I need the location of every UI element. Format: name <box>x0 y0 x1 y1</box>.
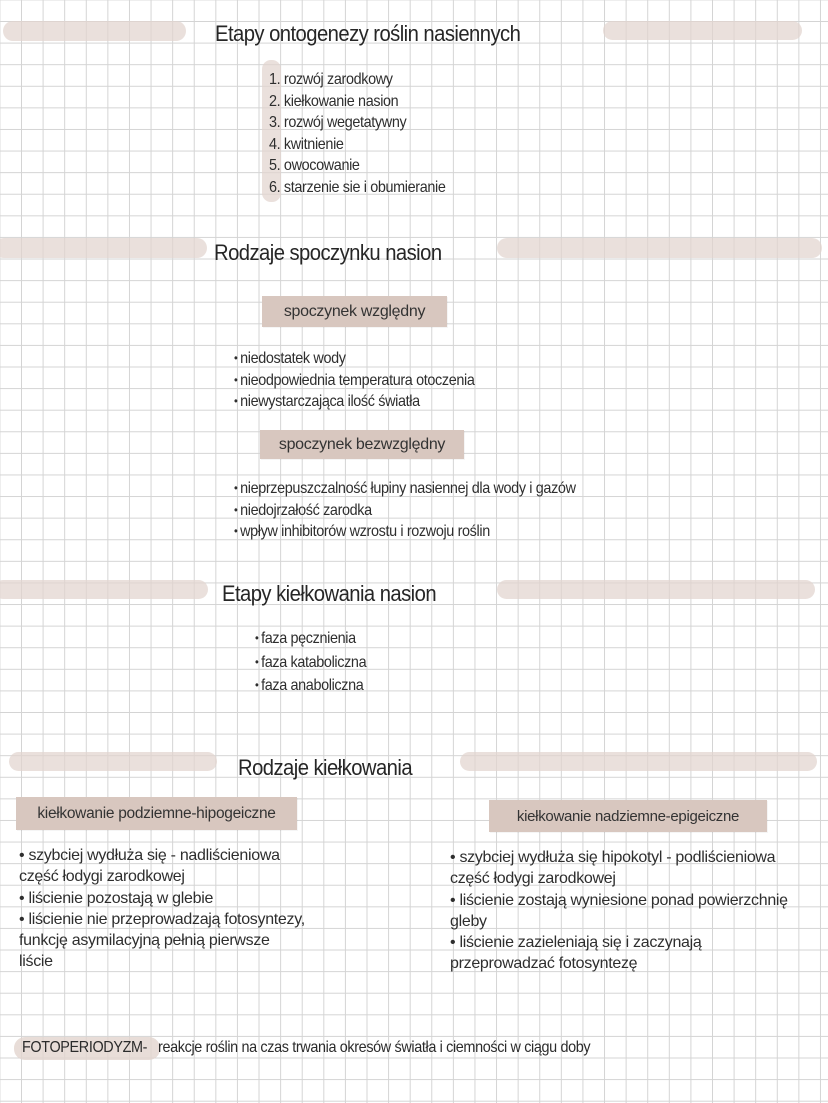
section-title-germination-stages: Etapy kiełkowania nasion <box>222 581 437 606</box>
text-line: • liścienie zazieleniają się i zaczynają <box>450 934 702 952</box>
hypogeal-description <box>19 845 305 973</box>
label-epigeal-germination: kiełkowanie nadziemne-epigeiczne <box>489 800 767 832</box>
list-item: • nieodpowiednia temperatura otoczenia <box>234 370 474 392</box>
list-item: • niewystarczająca ilość światła <box>234 391 474 413</box>
photoperiodism-definition <box>22 1039 590 1057</box>
text-line: część łodygi zarodkowej <box>19 868 185 886</box>
absolute-dormancy-list <box>234 478 576 543</box>
epigeal-description <box>450 847 788 975</box>
label-absolute-dormancy: spoczynek bezwzględny <box>260 430 464 459</box>
text-line: część łodygi zarodkowej <box>450 870 616 888</box>
list-item: • nieprzepuszczalność łupiny nasiennej dla wody i gazów <box>234 478 576 500</box>
list-item: • wpływ inhibitorów wzrostu i rozwoju roślin <box>234 521 576 543</box>
text-line: • liścienie nie przeprowadzają fotosyntezy, <box>19 910 305 928</box>
text-line: przeprowadzać fotosyntezę <box>450 955 638 973</box>
list-item: • faza anaboliczna <box>255 674 366 698</box>
label-hypogeal-germination: kiełkowanie podziemne-hipogeiczne <box>16 797 297 830</box>
list-item: • faza pęcznienia <box>255 627 366 651</box>
decorative-tape-left <box>0 580 208 599</box>
list-item: • niedojrzałość zarodka <box>234 500 576 522</box>
relative-dormancy-list <box>234 348 474 413</box>
text-line: • liścienie pozostają w glebie <box>19 889 214 907</box>
label-relative-dormancy: spoczynek względny <box>262 296 447 327</box>
list-item: • niedostatek wody <box>234 348 474 370</box>
text-line: • szybciej wydłuża się - nadliścieniowa <box>19 847 280 864</box>
decorative-tape-right <box>497 238 822 258</box>
text-line: • liścienie zostają wyniesione ponad powierzchnię <box>450 891 788 909</box>
germination-stage-list <box>255 627 366 698</box>
section-title-germination-types: Rodzaje kiełkowania <box>238 755 413 780</box>
list-item: • faza kataboliczna <box>255 651 366 675</box>
list-item: 4. kwitnienie <box>269 135 344 153</box>
text-line: funkcję asymilacyjną pełnią pierwsze <box>19 932 270 950</box>
decorative-tape-left <box>0 238 207 258</box>
text-line: liście <box>19 953 53 971</box>
list-item: 2. kiełkowanie nasion <box>269 92 399 110</box>
term-photoperiodism: FOTOPERIODYZM- <box>22 1039 148 1056</box>
list-item: 1. rozwój zarodkowy <box>269 71 393 88</box>
section-title-dormancy: Rodzaje spoczynku nasion <box>214 240 442 265</box>
decorative-tape-right <box>497 580 815 599</box>
definition-text: reakcje roślin na czas trwania okresów światła i ciemności w ciągu doby <box>158 1039 591 1056</box>
text-line: • szybciej wydłuża się hipokotyl - podliścieniowa <box>450 849 776 866</box>
list-item: 3. rozwój wegetatywny <box>269 114 407 131</box>
decorative-tape-right <box>603 21 802 40</box>
section-title-ontogeny: Etapy ontogenezy roślin nasiennych <box>215 21 521 46</box>
decorative-tape-left <box>9 752 217 771</box>
text-line: gleby <box>450 912 487 930</box>
list-item: 5. owocowanie <box>269 157 360 174</box>
ontogeny-stage-list <box>269 69 446 198</box>
list-item: 6. starzenie sie i obumieranie <box>269 178 446 196</box>
decorative-tape-right <box>460 752 817 771</box>
decorative-tape-left <box>3 21 186 41</box>
